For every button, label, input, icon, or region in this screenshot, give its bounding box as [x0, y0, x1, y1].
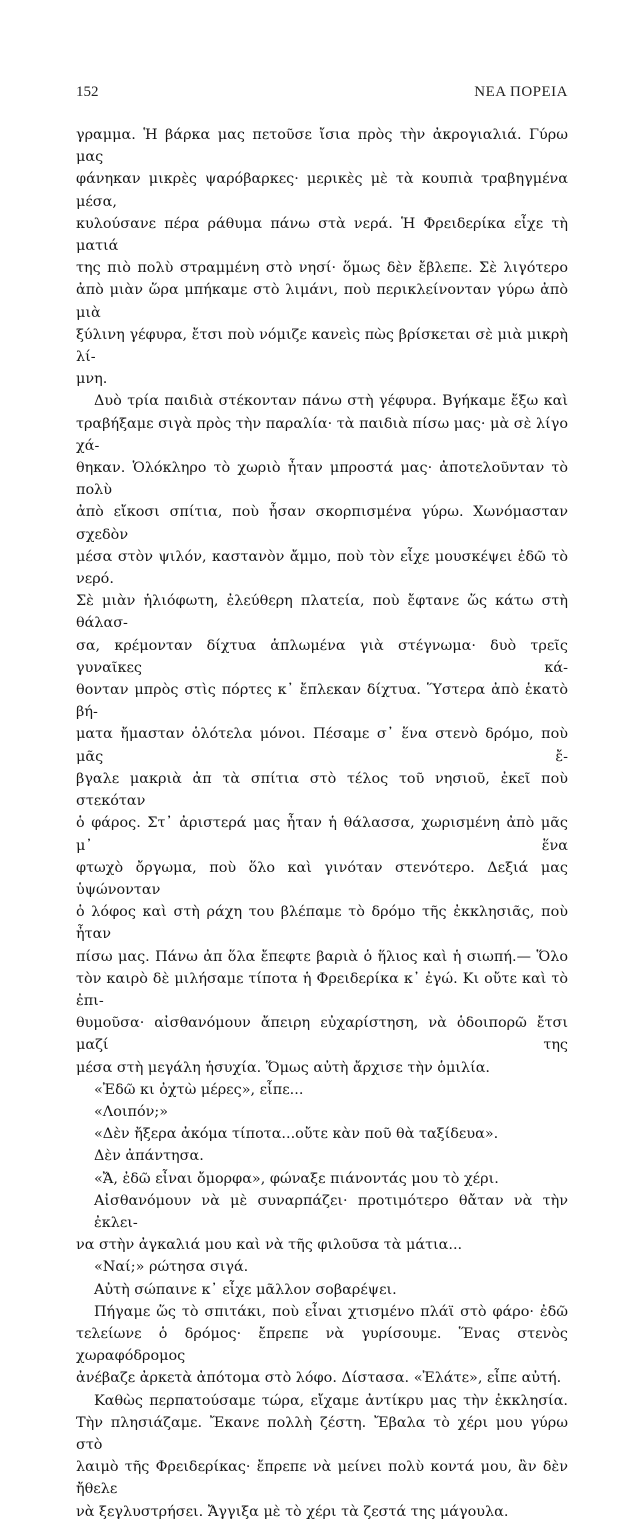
text-line: να στὴν ἀγκαλιά μου καὶ νὰ τῆς φιλοῦσα τὰ μάτια...: [76, 1237, 463, 1254]
text-line: «Ἄ, ἐδῶ εἶναι ὄμορφα», φώναξε πιάνοντάς μου τὸ χέρι.: [94, 1170, 499, 1187]
text-line: φάνηκαν μικρὲς ψαρόβαρκες· μερικὲς μὲ τὰ κουπιὰ τραβηγμένα μέσα,: [76, 171, 568, 210]
text-line: πίσω μας. Πάνω ἀπ ὅλα ἔπεφτε βαριὰ ὁ ἥλιος καὶ ἡ σιωπή.— Ὅλο: [76, 948, 568, 965]
text-line: βγαλε μακριὰ ἀπ τὰ σπίτια στὸ τέλος τοῦ νησιοῦ, ἐκεῖ ποὺ στεκόταν: [76, 770, 568, 810]
text-line: ἀπὸ εἴκοσι σπίτια, ποὺ ἦσαν σκορπισμένα γύρω. Χωνόμασταν σχεδὸν: [76, 504, 568, 543]
text-line: τὸν καιρὸ δὲ μιλήσαμε τίποτα ἡ Φρειδερίκα κ᾿ ἐγώ. Κι οὔτε καὶ τὸ ἐπι-: [76, 970, 568, 1009]
text-line: μέσα στὸν ψιλόν, καστανὸν ἄμμο, ποὺ τὸν εἶχε μουσκέψει ἐδῶ τὸ νερό.: [76, 548, 568, 588]
text-line: «Ναί;» ρώτησα σιγά.: [94, 1259, 249, 1276]
text-line: Αὐτὴ σώπαινε κ᾿ εἶχε μᾶλλον σοβαρέψει.: [94, 1281, 397, 1298]
text-line: σα, κρέμονταν δίχτυα ἁπλωμένα γιὰ στέγνωμα· δυὸ τρεῖς γυναῖκες κά-: [76, 637, 568, 676]
text-line: «Λοιπόν;»: [94, 1103, 169, 1120]
text-line: Τὴν πλησιάζαμε. Ἔκανε πολλὴ ζέστη. Ἔβαλα τὸ χέρι μου γύρω στὸ: [76, 1414, 568, 1453]
page-number: 152: [76, 84, 99, 100]
text-line: «Ἐδῶ κι ὀχτὼ μέρες», εἶπε...: [94, 1081, 304, 1098]
text-line: Αἰσθανόμουν νὰ μὲ συναρπάζει· προτιμότερο θἄταν νὰ τὴν ἐκλει-: [94, 1192, 568, 1231]
text-line: Σὲ μιὰν ἡλιόφωτη, ἐλεύθερη πλατεία, ποὺ ἔφτανε ὥς κάτω στὴ θάλασ-: [76, 593, 568, 632]
text-line: θηκαν. Ὁλόκληρο τὸ χωριὸ ἦταν μπροστά μας· ἀποτελοῦνταν τὸ πολὺ: [76, 460, 568, 499]
text-line: μέσα στὴ μεγάλη ἡσυχία. Ὅμως αὐτὴ ἄρχισε τὴν ὁμιλία.: [76, 1059, 490, 1076]
text-line: νὰ ξεγλυστρήσει. Ἄγγιξα μὲ τὸ χέρι τὰ ζεστά της μάγουλα.: [76, 1503, 509, 1520]
text-line: Πήγαμε ὥς τὸ σπιτάκι, ποὺ εἶναι χτισμένο πλάϊ στὸ φάρο· ἐδῶ: [94, 1303, 568, 1320]
text-line: τραβήξαμε σιγὰ πρὸς τὴν παραλία· τὰ παιδιὰ πίσω μας· μὰ σὲ λίγο χά-: [76, 415, 568, 454]
text-line: «Δὲν ἤξερα ἀκόμα τίποτα...οὔτε κὰν ποῦ θὰ ταξίδευα».: [94, 1126, 499, 1143]
text-line: ματα ἤμασταν ὁλότελα μόνοι. Πέσαμε σ᾿ ἕνα στενὸ δρόμο, ποὺ μᾶς ἔ-: [76, 726, 568, 765]
text-line: Δυὸ τρία παιδιὰ στέκονταν πάνω στὴ γέφυρα. Βγήκαμε ἔξω καὶ: [94, 393, 568, 410]
journal-title: ΝΕΑ ΠΟΡΕΙΑ: [474, 84, 568, 100]
text-line: θυμοῦσα· αἰσθανόμουν ἄπειρη εὐχαρίστηση, νὰ ὁδοιπορῶ ἔτσι μαζί της: [76, 1015, 568, 1054]
text-line: Δὲν ἀπάντησα.: [94, 1148, 204, 1165]
text-line: γραμμα. Ἡ βάρκα μας πετοῦσε ἴσια πρὸς τὴν ἀκρογιαλιά. Γύρω μας: [76, 127, 568, 166]
text-line: της πιὸ πολὺ στραμμένη στὸ νησί· ὅμως δὲν ἔβλεπε. Σὲ λιγότερο: [76, 260, 568, 277]
text-line: ὁ φάρος. Στ᾿ ἀριστερά μας ἦταν ἡ θάλασσα, χωρισμένη ἀπὸ μᾶς μ᾿ ἕνα: [76, 815, 568, 854]
text-line: θονταν μπρὸς στὶς πόρτες κ᾿ ἔπλεκαν δίχτυα. Ὕστερα ἀπὸ ἑκατὸ βή-: [76, 682, 568, 721]
body-text: [76, 124, 568, 1523]
text-line: φτωχὸ ὄργωμα, ποὺ ὅλο καὶ γινόταν στενότερο. Δεξιά μας ὑψώνονταν: [76, 859, 568, 898]
text-line: τελείωνε ὁ δρόμος· ἔπρεπε νὰ γυρίσουμε. Ἕνας στενὸς χωραφόδρομος: [76, 1325, 568, 1365]
text-line: ἀπὸ μιὰν ὥρα μπήκαμε στὸ λιμάνι, ποὺ περικλείνονταν γύρω ἀπὸ μιὰ: [76, 282, 568, 321]
text-line: λαιμὸ τῆς Φρειδερίκας· ἔπρεπε νὰ μείνει πολὺ κοντά μου, ἂν δὲν ἤθελε: [76, 1459, 568, 1498]
text-line: ξύλινη γέφυρα, ἔτσι ποὺ νόμιζε κανεὶς πὼς βρίσκεται σὲ μιὰ μικρὴ λί-: [76, 326, 568, 366]
text-line: μνη.: [76, 371, 108, 388]
page-header: [76, 84, 568, 106]
text-line: ὁ λόφος καὶ στὴ ράχη του βλέπαμε τὸ δρόμο τῆς ἐκκλησιᾶς, ποὺ ἦταν: [76, 904, 568, 943]
text-line: Καθὼς περπατούσαμε τώρα, εἴχαμε ἀντίκρυ μας τὴν ἐκκλησία.: [94, 1392, 568, 1409]
text-line: κυλούσανε πέρα ράθυμα πάνω στὰ νερά. Ἡ Φρειδερίκα εἶχε τὴ ματιά: [76, 215, 568, 255]
text-line: ἀνέβαζε ἀρκετὰ ἀπότομα στὸ λόφο. Δίστασα. «Ἐλάτε», εἶπε αὐτή.: [76, 1370, 562, 1387]
